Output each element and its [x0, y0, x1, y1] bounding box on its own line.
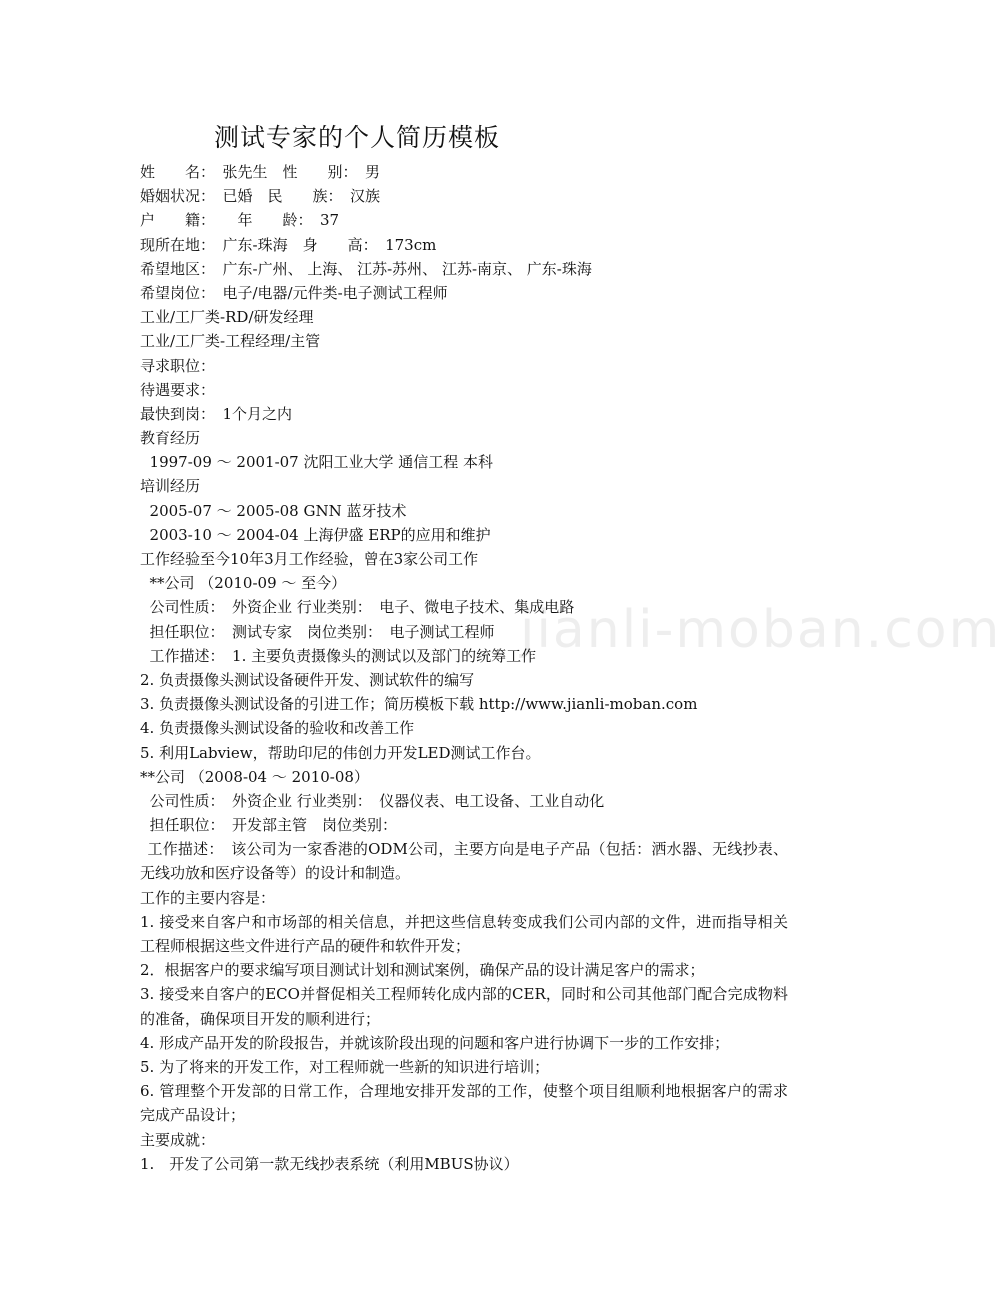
text-line-job-title: 担任职位： 开发部主管 岗位类别： [140, 816, 398, 835]
text-line-marital-ethnicity: 婚姻状况： 已婚 民 族： 汉族 [140, 187, 381, 206]
text-line-seeking-position: 寻求职位： [140, 356, 216, 375]
text-line-duty-item: 5. 利用Labview，帮助印尼的伟创力开发LED测试工作台。 [140, 743, 541, 762]
text-line-position-manager: 工业/工厂类-工程经理/主管 [140, 332, 321, 351]
text-line-company-header: **公司 （2008-04 ～ 2010-08） [140, 767, 369, 786]
text-line-company-type: 公司性质： 外资企业 行业类别： 电子、微电子技术、集成电路 [140, 598, 575, 617]
text-line-salary-requirement: 待遇要求： [140, 380, 216, 399]
text-line-company-header: **公司 （2010-09 ～ 至今） [140, 574, 347, 593]
text-line-desired-region: 希望地区： 广东-广州、 上海、 江苏-苏州、 江苏-南京、 广东-珠海 [140, 259, 592, 278]
text-line-duty-item: 4. 形成产品开发的阶段报告，并就该阶段出现的问题和客户进行协调下一步的工作安排； [140, 1033, 730, 1052]
section-heading-training: 培训经历 [140, 477, 201, 496]
section-heading-achievements: 主要成就： [140, 1130, 216, 1149]
text-line-duty-item: 4. 负责摄像头测试设备的验收和改善工作 [140, 719, 415, 738]
text-paragraph-duty-item: 3. 接受来自客户的ECO并督促相关工程师转化成内部的CER，同时和公司其他部门配合完成物料的准备，确保项目开发的顺利进行； [140, 985, 788, 1028]
resume-body [140, 160, 788, 1176]
watermark: jianli-moban.com [520, 600, 1001, 660]
text-line-location-height: 现所在地： 广东-珠海 身 高： 173cm [140, 235, 437, 254]
text-line-education-entry: 1997-09 ～ 2001-07 沈阳工业大学 通信工程 本科 [140, 453, 494, 472]
text-paragraph-duty-item: 6. 管理整个开发部的日常工作，合理地安排开发部的工作，使整个项目组顺利地根据客户的需求完成产品设计； [140, 1082, 788, 1125]
text-paragraph-job-description: 工作描述： 该公司为一家香港的ODM公司，主要方向是电子产品（包括：洒水器、无线抄表、无线功放和医疗设备等）的设计和制造。 [140, 840, 788, 883]
document-title: 测试专家的个人简历模板 [214, 123, 501, 152]
text-line-duty-item: 2．根据客户的要求编写项目测试计划和测试案例，确保产品的设计满足客户的需求； [140, 961, 705, 980]
text-line-hukou-age: 户 籍： 年 龄： 37 [140, 211, 340, 230]
section-heading-work-experience: 工作经验至今10年3月工作经验，曾在3家公司工作 [140, 550, 479, 568]
section-heading-education: 教育经历 [140, 429, 201, 448]
text-line-main-duties-heading: 工作的主要内容是： [140, 888, 276, 907]
text-paragraph-duty-item: 1. 接受来自客户和市场部的相关信息，并把这些信息转变成我们公司内部的文件，进而指导相关工程师根据这些文件进行产品的硬件和软件开发； [140, 912, 788, 956]
text-line-company-type: 公司性质： 外资企业 行业类别： 仪器仪表、电工设备、工业自动化 [140, 791, 605, 810]
text-line-duty-item: 3. 负责摄像头测试设备的引进工作；简历模板下载 http://www.jianli-moban.com [140, 695, 698, 714]
text-line-earliest-start: 最快到岗： 1个月之内 [140, 404, 293, 423]
text-line-training-entry: 2005-07 ～ 2005-08 GNN 蓝牙技术 [140, 501, 407, 520]
text-line-training-entry: 2003-10 ～ 2004-04 上海伊盛 ERP的应用和维护 [140, 525, 491, 544]
text-line-job-description: 工作描述： 1. 主要负责摄像头的测试以及部门的统筹工作 [140, 646, 537, 665]
text-line-achievement-item: 1. 开发了公司第一款无线抄表系统（利用MBUS协议） [140, 1154, 519, 1173]
text-line-duty-item: 2. 负责摄像头测试设备硬件开发、测试软件的编写 [140, 670, 475, 689]
text-line-name-gender: 姓 名： 张先生 性 别： 男 [140, 163, 381, 181]
text-line-position-rd: 工业/工厂类-RD/研发经理 [140, 308, 314, 327]
text-line-job-title: 担任职位： 测试专家 岗位类别： 电子测试工程师 [140, 622, 495, 641]
text-line-desired-position: 希望岗位： 电子/电器/元件类-电子测试工程师 [140, 283, 448, 302]
text-line-duty-item: 5. 为了将来的开发工作，对工程师就一些新的知识进行培训； [140, 1058, 550, 1077]
